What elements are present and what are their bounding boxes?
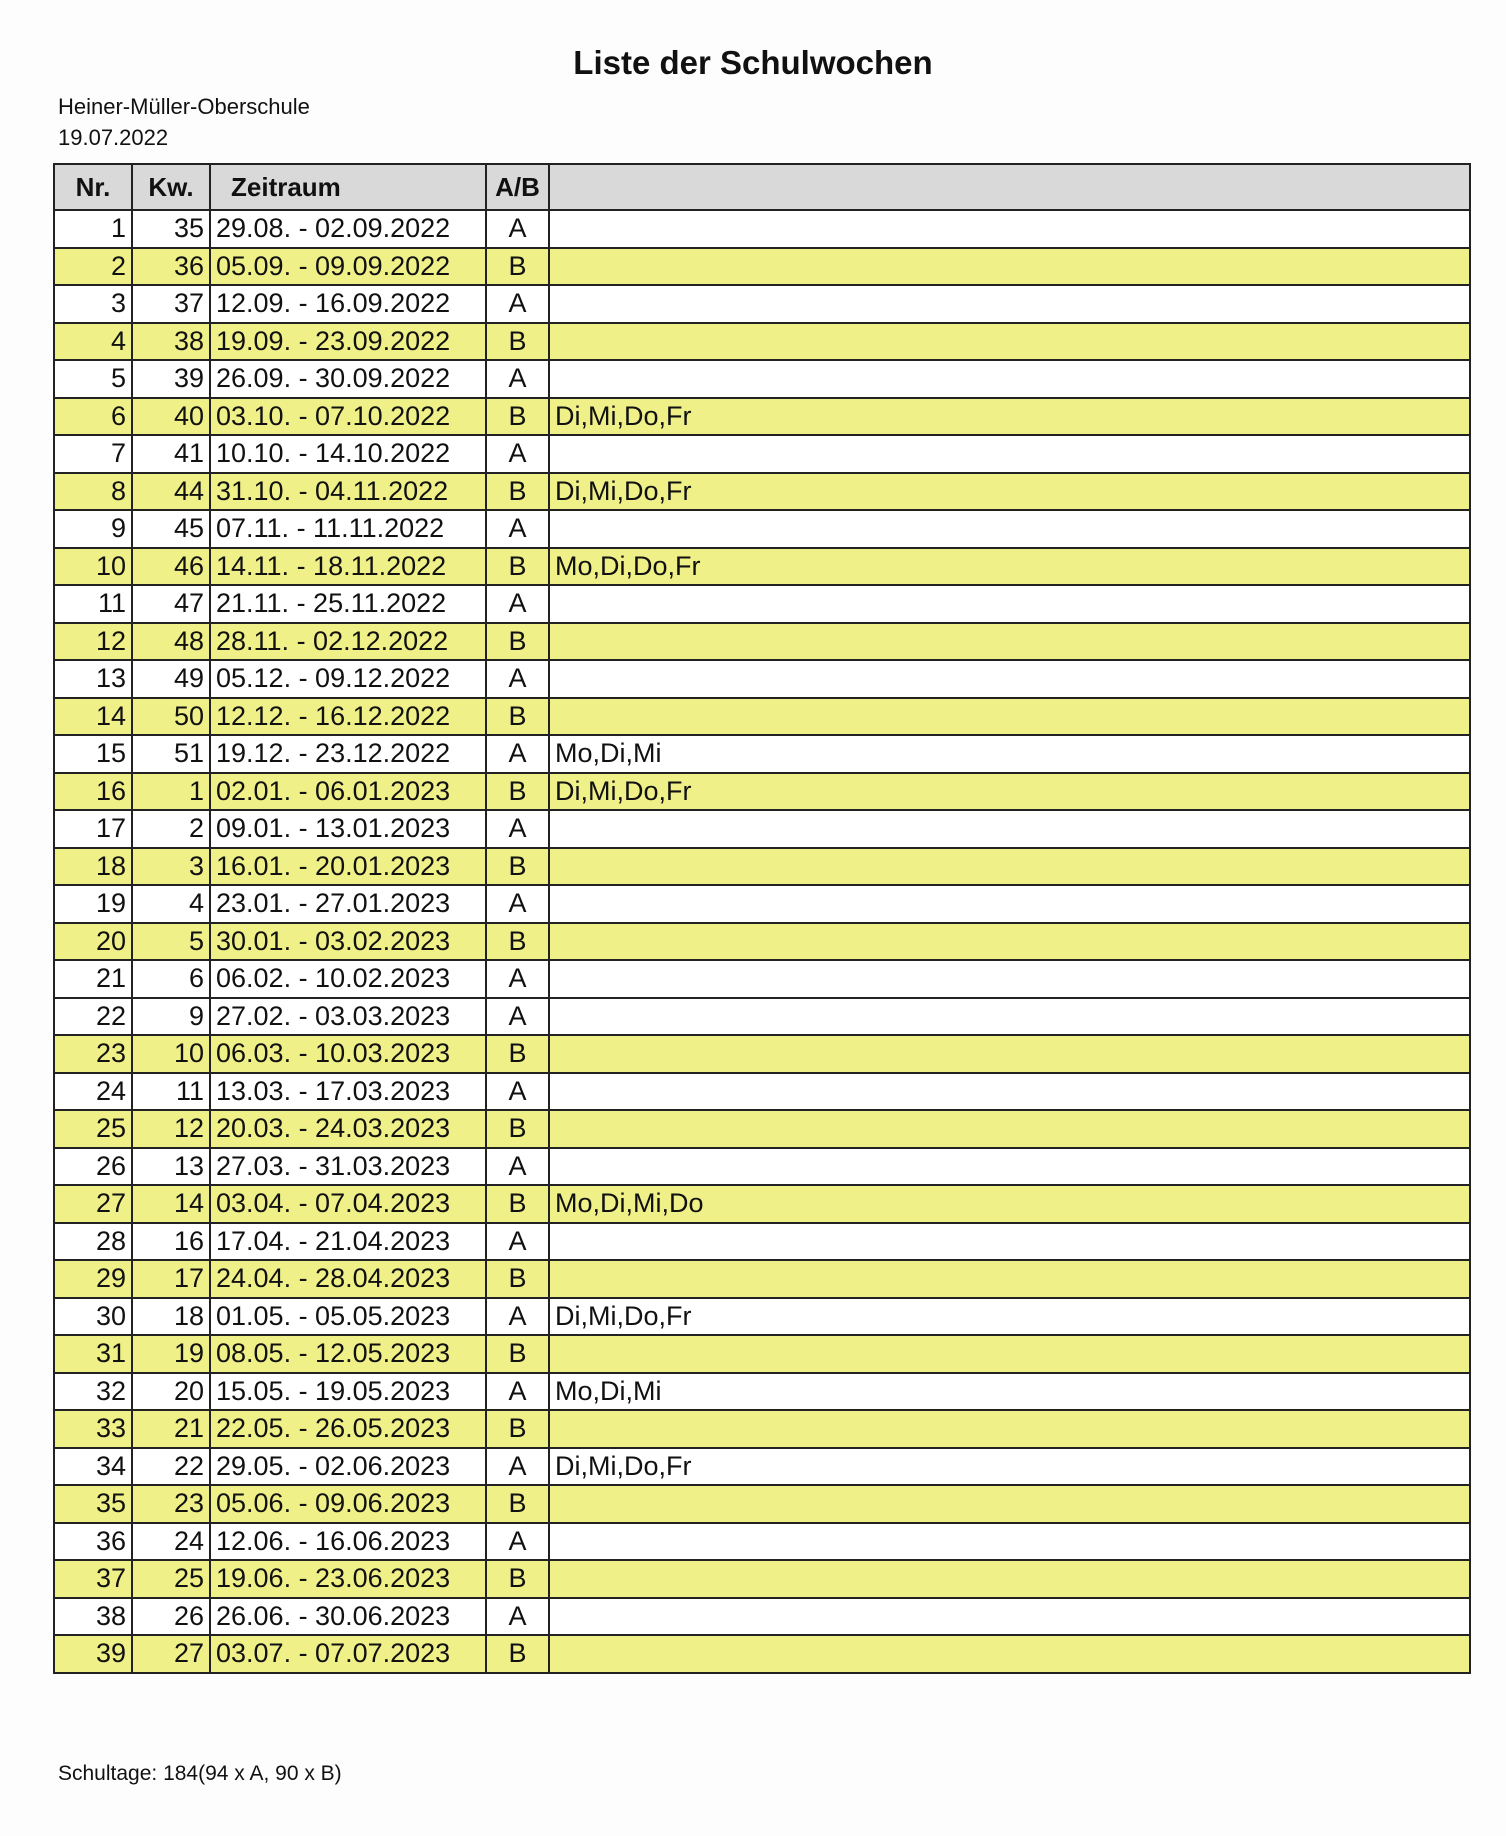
cell-note: Mo,Di,Mi,Do [549,1185,1470,1223]
header-zeitraum: Zeitraum [210,164,486,210]
cell-note [549,1410,1470,1448]
cell-zeitraum: 06.02. - 10.02.2023 [210,960,486,998]
cell-kw: 36 [132,248,210,286]
cell-nr: 31 [54,1335,132,1373]
cell-note [549,510,1470,548]
cell-zeitraum: 22.05. - 26.05.2023 [210,1410,486,1448]
table-row [54,398,1470,436]
cell-zeitraum: 16.01. - 20.01.2023 [210,848,486,886]
cell-note: Di,Mi,Do,Fr [549,473,1470,511]
cell-kw: 41 [132,435,210,473]
cell-zeitraum: 07.11. - 11.11.2022 [210,510,486,548]
cell-nr: 34 [54,1448,132,1486]
table-row [54,623,1470,661]
header-note [549,164,1470,210]
cell-note: Di,Mi,Do,Fr [549,1448,1470,1486]
cell-note: Mo,Di,Mi [549,735,1470,773]
cell-zeitraum: 05.09. - 09.09.2022 [210,248,486,286]
cell-zeitraum: 03.07. - 07.07.2023 [210,1635,486,1673]
cell-nr: 36 [54,1523,132,1561]
cell-nr: 18 [54,848,132,886]
cell-nr: 15 [54,735,132,773]
cell-note: Di,Mi,Do,Fr [549,773,1470,811]
table-row [54,210,1470,248]
cell-zeitraum: 12.06. - 16.06.2023 [210,1523,486,1561]
cell-ab: B [486,698,549,736]
cell-kw: 9 [132,998,210,1036]
table-row [54,960,1470,998]
cell-nr: 29 [54,1260,132,1298]
cell-kw: 2 [132,810,210,848]
table-row [54,698,1470,736]
cell-note [549,1485,1470,1523]
cell-kw: 37 [132,285,210,323]
cell-ab: B [486,548,549,586]
cell-ab: B [486,1635,549,1673]
cell-nr: 22 [54,998,132,1036]
cell-nr: 27 [54,1185,132,1223]
cell-note [549,1335,1470,1373]
cell-kw: 3 [132,848,210,886]
cell-ab: A [486,360,549,398]
cell-zeitraum: 19.09. - 23.09.2022 [210,323,486,361]
header-ab: A/B [486,164,549,210]
cell-kw: 10 [132,1035,210,1073]
cell-nr: 2 [54,248,132,286]
cell-zeitraum: 20.03. - 24.03.2023 [210,1110,486,1148]
cell-ab: B [486,323,549,361]
cell-ab: A [486,1148,549,1186]
cell-zeitraum: 19.06. - 23.06.2023 [210,1560,486,1598]
cell-note: Di,Mi,Do,Fr [549,398,1470,436]
cell-nr: 24 [54,1073,132,1111]
cell-kw: 23 [132,1485,210,1523]
cell-zeitraum: 03.04. - 07.04.2023 [210,1185,486,1223]
cell-zeitraum: 23.01. - 27.01.2023 [210,885,486,923]
cell-nr: 16 [54,773,132,811]
cell-nr: 28 [54,1223,132,1261]
table-row [54,810,1470,848]
cell-ab: A [486,435,549,473]
cell-note [549,1635,1470,1673]
cell-nr: 8 [54,473,132,511]
table-row [54,1485,1470,1523]
cell-zeitraum: 12.12. - 16.12.2022 [210,698,486,736]
table-row [54,735,1470,773]
table-row [54,1598,1470,1636]
cell-kw: 40 [132,398,210,436]
cell-zeitraum: 09.01. - 13.01.2023 [210,810,486,848]
cell-zeitraum: 29.05. - 02.06.2023 [210,1448,486,1486]
cell-nr: 9 [54,510,132,548]
cell-ab: B [486,623,549,661]
cell-ab: A [486,1523,549,1561]
cell-ab: A [486,810,549,848]
cell-kw: 6 [132,960,210,998]
table-row [54,473,1470,511]
cell-kw: 18 [132,1298,210,1336]
cell-note [549,848,1470,886]
cell-kw: 5 [132,923,210,961]
cell-note [549,360,1470,398]
table-row [54,1410,1470,1448]
cell-nr: 23 [54,1035,132,1073]
cell-note [549,1035,1470,1073]
cell-ab: B [486,1035,549,1073]
table-row [54,1448,1470,1486]
cell-ab: B [486,923,549,961]
table-row [54,435,1470,473]
cell-ab: B [486,398,549,436]
footer-summary: Schultage: 184(94 x A, 90 x B) [58,1762,342,1785]
cell-note [549,1223,1470,1261]
cell-note [549,810,1470,848]
table-row [54,323,1470,361]
cell-kw: 4 [132,885,210,923]
cell-note [549,323,1470,361]
cell-nr: 25 [54,1110,132,1148]
cell-kw: 11 [132,1073,210,1111]
cell-ab: A [486,1448,549,1486]
cell-kw: 12 [132,1110,210,1148]
cell-kw: 51 [132,735,210,773]
cell-note [549,285,1470,323]
cell-note [549,623,1470,661]
table-row [54,1073,1470,1111]
cell-zeitraum: 26.09. - 30.09.2022 [210,360,486,398]
table-row [54,1335,1470,1373]
cell-note [549,210,1470,248]
cell-zeitraum: 31.10. - 04.11.2022 [210,473,486,511]
cell-ab: B [486,848,549,886]
table-row [54,248,1470,286]
cell-ab: B [486,1410,549,1448]
cell-kw: 25 [132,1560,210,1598]
cell-nr: 1 [54,210,132,248]
cell-ab: A [486,1373,549,1411]
cell-ab: A [486,1073,549,1111]
cell-zeitraum: 30.01. - 03.02.2023 [210,923,486,961]
cell-kw: 26 [132,1598,210,1636]
cell-zeitraum: 14.11. - 18.11.2022 [210,548,486,586]
cell-nr: 13 [54,660,132,698]
cell-ab: B [486,1260,549,1298]
cell-kw: 20 [132,1373,210,1411]
table-row [54,360,1470,398]
cell-kw: 27 [132,1635,210,1673]
cell-note [549,698,1470,736]
cell-nr: 33 [54,1410,132,1448]
cell-zeitraum: 26.06. - 30.06.2023 [210,1598,486,1636]
cell-zeitraum: 27.03. - 31.03.2023 [210,1148,486,1186]
cell-kw: 19 [132,1335,210,1373]
cell-note [549,923,1470,961]
cell-zeitraum: 02.01. - 06.01.2023 [210,773,486,811]
table-row [54,660,1470,698]
cell-nr: 20 [54,923,132,961]
cell-kw: 44 [132,473,210,511]
table-row [54,1560,1470,1598]
cell-ab: A [486,585,549,623]
table-row [54,1523,1470,1561]
cell-ab: A [486,285,549,323]
cell-nr: 3 [54,285,132,323]
cell-zeitraum: 21.11. - 25.11.2022 [210,585,486,623]
cell-ab: A [486,960,549,998]
cell-note [549,585,1470,623]
cell-zeitraum: 03.10. - 07.10.2022 [210,398,486,436]
table-row [54,510,1470,548]
school-weeks-table [53,163,1471,1674]
cell-note [549,1260,1470,1298]
cell-ab: A [486,1223,549,1261]
table-row [54,585,1470,623]
cell-kw: 1 [132,773,210,811]
cell-zeitraum: 05.12. - 09.12.2022 [210,660,486,698]
cell-note: Di,Mi,Do,Fr [549,1298,1470,1336]
cell-ab: B [486,773,549,811]
page-title: Liste der Schulwochen [573,44,933,81]
cell-ab: B [486,1110,549,1148]
header-nr: Nr. [54,164,132,210]
cell-ab: A [486,998,549,1036]
cell-kw: 38 [132,323,210,361]
table-row [54,1185,1470,1223]
table-header-row [54,164,1470,210]
table-row [54,1635,1470,1673]
document-date: 19.07.2022 [58,125,169,150]
cell-zeitraum: 12.09. - 16.09.2022 [210,285,486,323]
cell-note [549,998,1470,1036]
cell-kw: 17 [132,1260,210,1298]
cell-note [549,435,1470,473]
table-row [54,1260,1470,1298]
table-row [54,548,1470,586]
cell-zeitraum: 01.05. - 05.05.2023 [210,1298,486,1336]
cell-nr: 30 [54,1298,132,1336]
cell-kw: 48 [132,623,210,661]
cell-nr: 4 [54,323,132,361]
table-row [54,1298,1470,1336]
cell-nr: 7 [54,435,132,473]
cell-ab: A [486,885,549,923]
cell-nr: 14 [54,698,132,736]
table-row [54,848,1470,886]
cell-nr: 10 [54,548,132,586]
cell-nr: 32 [54,1373,132,1411]
cell-note [549,1598,1470,1636]
cell-zeitraum: 17.04. - 21.04.2023 [210,1223,486,1261]
table-row [54,885,1470,923]
cell-note [549,960,1470,998]
cell-nr: 37 [54,1560,132,1598]
cell-nr: 26 [54,1148,132,1186]
cell-nr: 21 [54,960,132,998]
cell-zeitraum: 10.10. - 14.10.2022 [210,435,486,473]
cell-zeitraum: 27.02. - 03.03.2023 [210,998,486,1036]
cell-note [549,1560,1470,1598]
table-row [54,923,1470,961]
cell-nr: 19 [54,885,132,923]
cell-kw: 39 [132,360,210,398]
cell-zeitraum: 13.03. - 17.03.2023 [210,1073,486,1111]
table-body [54,210,1470,1673]
cell-kw: 24 [132,1523,210,1561]
school-name: Heiner-Müller-Oberschule [58,94,310,119]
cell-ab: A [486,210,549,248]
cell-note: Mo,Di,Mi [549,1373,1470,1411]
cell-nr: 11 [54,585,132,623]
cell-nr: 6 [54,398,132,436]
cell-zeitraum: 29.08. - 02.09.2022 [210,210,486,248]
table-row [54,1035,1470,1073]
cell-zeitraum: 06.03. - 10.03.2023 [210,1035,486,1073]
cell-kw: 13 [132,1148,210,1186]
cell-kw: 50 [132,698,210,736]
cell-nr: 39 [54,1635,132,1673]
cell-kw: 47 [132,585,210,623]
table-row [54,998,1470,1036]
cell-zeitraum: 08.05. - 12.05.2023 [210,1335,486,1373]
cell-note [549,1110,1470,1148]
cell-ab: A [486,1298,549,1336]
table-row [54,1148,1470,1186]
cell-note [549,885,1470,923]
cell-zeitraum: 19.12. - 23.12.2022 [210,735,486,773]
cell-note [549,1148,1470,1186]
cell-nr: 12 [54,623,132,661]
cell-ab: B [486,1560,549,1598]
cell-ab: A [486,510,549,548]
cell-kw: 22 [132,1448,210,1486]
cell-note [549,1073,1470,1111]
table-row [54,773,1470,811]
cell-kw: 16 [132,1223,210,1261]
cell-ab: B [486,1185,549,1223]
cell-kw: 46 [132,548,210,586]
cell-ab: A [486,660,549,698]
cell-kw: 45 [132,510,210,548]
cell-ab: B [486,473,549,511]
cell-kw: 35 [132,210,210,248]
cell-kw: 49 [132,660,210,698]
cell-ab: A [486,1598,549,1636]
cell-ab: B [486,248,549,286]
cell-nr: 17 [54,810,132,848]
cell-note [549,660,1470,698]
table-row [54,1223,1470,1261]
header-kw: Kw. [132,164,210,210]
cell-zeitraum: 28.11. - 02.12.2022 [210,623,486,661]
cell-zeitraum: 15.05. - 19.05.2023 [210,1373,486,1411]
cell-ab: B [486,1485,549,1523]
cell-zeitraum: 24.04. - 28.04.2023 [210,1260,486,1298]
cell-nr: 38 [54,1598,132,1636]
cell-nr: 35 [54,1485,132,1523]
table-row [54,1373,1470,1411]
cell-note [549,248,1470,286]
cell-ab: A [486,735,549,773]
cell-ab: B [486,1335,549,1373]
cell-kw: 14 [132,1185,210,1223]
cell-nr: 5 [54,360,132,398]
table-row [54,1110,1470,1148]
cell-note [549,1523,1470,1561]
cell-kw: 21 [132,1410,210,1448]
table-row [54,285,1470,323]
cell-note: Mo,Di,Do,Fr [549,548,1470,586]
cell-zeitraum: 05.06. - 09.06.2023 [210,1485,486,1523]
